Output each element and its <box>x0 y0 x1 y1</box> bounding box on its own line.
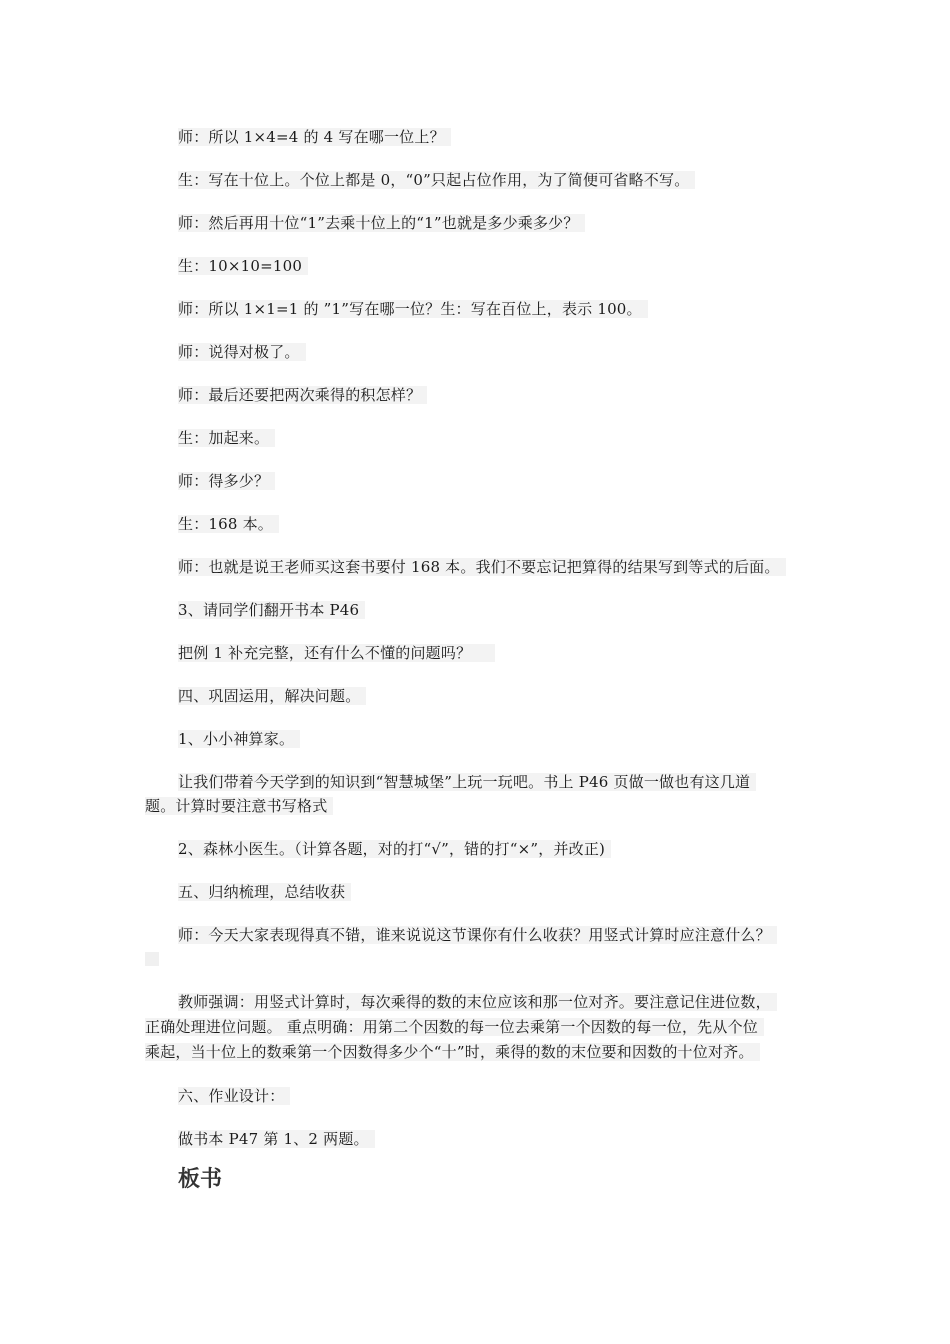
text-line: 师：所以 1×1=1 的 ”1”写在哪一位？生：写在百位上，表示 100。 <box>178 299 648 319</box>
text-line: 2、森林小医生。（计算各题，对的打“√”，错的打“×”，并改正) <box>178 839 611 859</box>
text-line: 师：然后再用十位“1”去乘十位上的“1”也就是多少乘多少？ <box>178 213 585 233</box>
text-line: 1、小小神算家。 <box>178 729 300 749</box>
text-line: 师：所以 1×4=4 的 4 写在哪一位上？ <box>178 127 451 147</box>
section-heading: 六、作业设计： <box>178 1086 290 1106</box>
text-line: 教师强调：用竖式计算时，每次乘得的数的末位应该和那一位对齐。要注意记住进位数， <box>178 992 777 1012</box>
text-line: 做书本 P47 第 1、2 两题。 <box>178 1129 375 1149</box>
section-heading: 四、巩固运用，解决问题。 <box>178 686 366 706</box>
text-line: 生：写在十位上。个位上都是 0，“0”只起占位作用，为了简便可省略不写。 <box>178 170 695 190</box>
text-line: 生：加起来。 <box>178 428 275 448</box>
text-line: 乘起，当十位上的数乘第一个因数得多少个“十”时，乘得的数的末位要和因数的十位对齐。 <box>145 1042 760 1062</box>
text-line: 3、请同学们翻开书本 P46 <box>178 600 365 620</box>
text-line: 让我们带着今天学到的知识到“智慧城堡”上玩一玩吧。书上 P46 页做一做也有这几道 <box>178 772 756 792</box>
blank-block <box>145 952 159 966</box>
text-line: 生：10×10=100 <box>178 256 308 276</box>
text-line: 题。计算时要注意书写格式 <box>145 796 333 816</box>
text-line: 把例 1 补充完整，还有什么不懂的问题吗？ <box>178 643 495 663</box>
text-line: 师：也就是说王老师买这套书要付 168 本。我们不要忘记把算得的结果写到等式的后面。 <box>178 557 786 577</box>
section-heading: 五、归纳梳理，总结收获 <box>178 882 351 902</box>
text-line: 师：说得对极了。 <box>178 342 306 362</box>
text-line: 师：得多少？ <box>178 471 275 491</box>
text-line: 生：168 本。 <box>178 514 279 534</box>
text-line: 正确处理进位问题。 重点明确：用第二个因数的每一位去乘第一个因数的每一位，先从个位 <box>145 1017 764 1037</box>
board-heading: 板书 <box>178 1167 223 1192</box>
text-line: 师：今天大家表现得真不错，谁来说说这节课你有什么收获？用竖式计算时应注意什么？ <box>178 925 777 945</box>
text-line: 师：最后还要把两次乘得的积怎样？ <box>178 385 427 405</box>
